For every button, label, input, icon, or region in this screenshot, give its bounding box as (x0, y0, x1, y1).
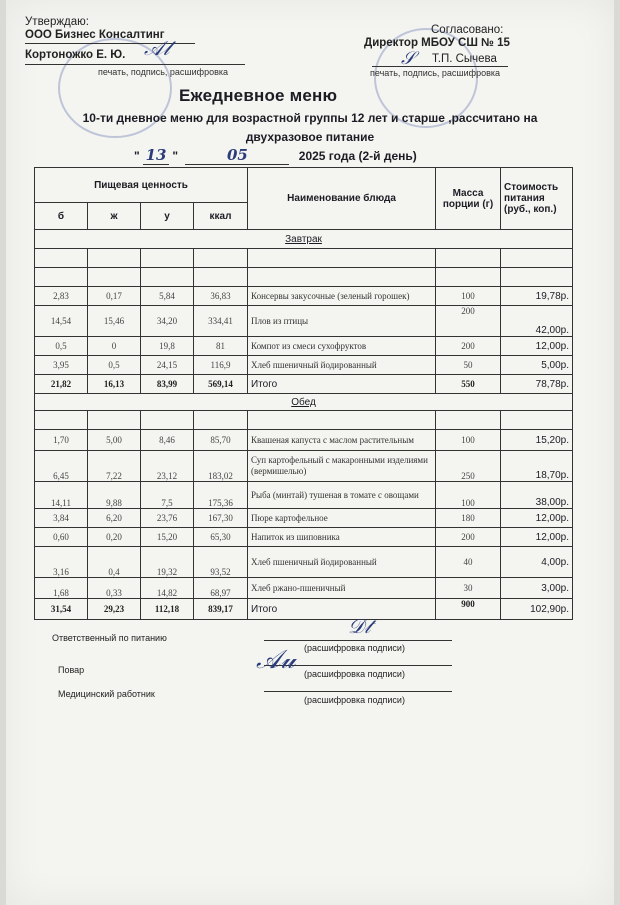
cell-zh: 0,20 (88, 528, 141, 547)
cell-u: 19,8 (141, 337, 194, 356)
lunch-total-row (35, 599, 573, 620)
cell-cost: 5,00р. (501, 356, 573, 375)
cell-kcal: 334,41 (194, 306, 248, 337)
cook-label: Повар (58, 665, 85, 675)
cell-dish: Плов из птицы (248, 306, 436, 337)
medic-label: Медицинский работник (58, 689, 155, 699)
total-b: 31,54 (35, 599, 88, 620)
cell-zh: 7,22 (88, 451, 141, 482)
cell-zh: 5,00 (88, 430, 141, 451)
cell-mass: 250 (436, 451, 501, 482)
header-col-u: у (141, 203, 194, 230)
date-quote-open: " (134, 149, 140, 163)
empty-row (35, 411, 573, 430)
date-year: 2025 года (2-й день) (298, 149, 417, 163)
agree-label: Согласовано: (431, 24, 504, 36)
cell-kcal: 65,30 (194, 528, 248, 547)
total-kcal: 839,17 (194, 599, 248, 620)
cell-cost: 18,70р. (501, 451, 573, 482)
cell-zh: 0 (88, 337, 141, 356)
cell-dish: Напиток из шиповника (248, 528, 436, 547)
cell-b: 1,68 (35, 578, 88, 599)
cell-dish: Квашеная капуста с маслом растительным (248, 430, 436, 451)
cell-b: 0,60 (35, 528, 88, 547)
cell-cost: 42,00р. (501, 306, 573, 337)
cell-b: 14,11 (35, 482, 88, 509)
approve-org: ООО Бизнес Консалтинг (25, 29, 165, 41)
subtitle-line-2: двухразовое питание (245, 130, 375, 144)
cell-b: 14,54 (35, 306, 88, 337)
cell-mass: 100 (436, 287, 501, 306)
date-quote-close: " (172, 149, 179, 163)
responsible-caption: (расшифровка подписи) (304, 643, 405, 653)
total-kcal: 569,14 (194, 375, 248, 394)
cell-mass: 200 (436, 528, 501, 547)
table-row (35, 337, 573, 356)
breakfast-title: Завтрак (35, 230, 573, 249)
total-mass: 900 (436, 599, 501, 620)
cell-zh: 9,88 (88, 482, 141, 509)
approve-name-line (25, 64, 245, 65)
cell-b: 3,95 (35, 356, 88, 375)
cell-cost: 38,00р. (501, 482, 573, 509)
table-row (35, 528, 573, 547)
total-mass: 550 (436, 375, 501, 394)
cell-dish: Компот из смеси сухофруктов (248, 337, 436, 356)
cell-b: 0,5 (35, 337, 88, 356)
header-col-b: б (35, 203, 88, 230)
header-dish: Наименование блюда (248, 168, 436, 230)
approve-signature: 𝒜𝓁 (144, 36, 170, 60)
date-line (134, 146, 417, 165)
cell-b: 3,16 (35, 547, 88, 578)
cell-mass: 30 (436, 578, 501, 599)
cell-b: 2,83 (35, 287, 88, 306)
total-label: Итого (248, 599, 436, 620)
cell-kcal: 183,02 (194, 451, 248, 482)
cell-dish: Суп картофельный с макаронными изделиями (вермишелью) (248, 451, 436, 482)
cell-u: 34,20 (141, 306, 194, 337)
total-u: 83,99 (141, 375, 194, 394)
total-cost: 78,78р. (501, 375, 573, 394)
table-row (35, 547, 573, 578)
responsible-sign-line (264, 640, 452, 641)
cell-zh: 0,17 (88, 287, 141, 306)
cell-b: 3,84 (35, 509, 88, 528)
table-row (35, 578, 573, 599)
approve-name: Кортоножко Е. Ю. (25, 49, 126, 61)
cell-cost: 4,00р. (501, 547, 573, 578)
cook-caption: (расшифровка подписи) (304, 669, 405, 679)
cell-dish: Рыба (минтай) тушеная в томате с овощами (248, 482, 436, 509)
cook-signature: 𝒜𝓊 (256, 645, 296, 675)
empty-row (35, 268, 573, 287)
date-month: 05 (185, 146, 289, 165)
table-row (35, 287, 573, 306)
cell-b: 6,45 (35, 451, 88, 482)
cell-dish: Консервы закусочные (зеленый горошек) (248, 287, 436, 306)
approve-caption: печать, подпись, расшифровка (98, 67, 229, 77)
cell-u: 14,82 (141, 578, 194, 599)
cell-cost: 12,00р. (501, 509, 573, 528)
cell-kcal: 167,30 (194, 509, 248, 528)
agree-name-line (372, 66, 508, 67)
total-zh: 16,13 (88, 375, 141, 394)
cell-u: 5,84 (141, 287, 194, 306)
cell-kcal: 175,36 (194, 482, 248, 509)
header-col-zh: ж (88, 203, 141, 230)
cell-u: 7,5 (141, 482, 194, 509)
cell-mass: 180 (436, 509, 501, 528)
cell-mass: 40 (436, 547, 501, 578)
cell-cost: 12,00р. (501, 337, 573, 356)
table-row (35, 482, 573, 509)
total-u: 112,18 (141, 599, 194, 620)
agree-caption: печать, подпись, расшифровка (370, 68, 501, 78)
cell-u: 23,12 (141, 451, 194, 482)
menu-table (34, 167, 573, 620)
page-title: Ежедневное меню (179, 86, 338, 105)
table-row (35, 306, 573, 337)
agree-signature: 𝒮 (401, 48, 415, 69)
cell-cost: 19,78р. (501, 287, 573, 306)
responsible-label: Ответственный по питанию (52, 633, 167, 643)
cell-mass: 200 (436, 306, 501, 337)
subtitle-line-1: 10-ти дневное меню для возрастной группы 12 лет и старше ,рассчитано на (82, 111, 538, 125)
breakfast-section-row (35, 230, 573, 249)
agree-org: Директор МБОУ СШ № 15 (364, 37, 510, 49)
cell-zh: 0,33 (88, 578, 141, 599)
cell-kcal: 36,83 (194, 287, 248, 306)
cell-kcal: 93,52 (194, 547, 248, 578)
cell-zh: 0,4 (88, 547, 141, 578)
header-col-kcal: ккал (194, 203, 248, 230)
cell-u: 23,76 (141, 509, 194, 528)
cell-u: 8,46 (141, 430, 194, 451)
cell-dish: Пюре картофельное (248, 509, 436, 528)
cell-zh: 6,20 (88, 509, 141, 528)
cell-kcal: 81 (194, 337, 248, 356)
cell-mass: 100 (436, 482, 501, 509)
date-day: 13 (143, 146, 169, 165)
agree-name: Т.П. Сычева (432, 53, 497, 65)
cell-dish: Хлеб ржано-пшеничный (248, 578, 436, 599)
cell-zh: 0,5 (88, 356, 141, 375)
total-b: 21,82 (35, 375, 88, 394)
total-cost: 102,90р. (501, 599, 573, 620)
cell-kcal: 116,9 (194, 356, 248, 375)
breakfast-total-row (35, 375, 573, 394)
empty-row (35, 249, 573, 268)
lunch-section-row (35, 394, 573, 411)
cell-u: 24,15 (141, 356, 194, 375)
approve-label: Утверждаю: (25, 16, 89, 28)
menu-document (6, 0, 614, 905)
cell-kcal: 68,97 (194, 578, 248, 599)
table-row (35, 509, 573, 528)
cell-b: 1,70 (35, 430, 88, 451)
total-label: Итого (248, 375, 436, 394)
cell-cost: 3,00р. (501, 578, 573, 599)
header-mass: Масса порции (г) (436, 168, 501, 230)
header-cost: Стоимость питания (руб., коп.) (501, 168, 573, 230)
cell-dish: Хлеб пшеничный йодированный (248, 547, 436, 578)
cell-mass: 200 (436, 337, 501, 356)
medic-sign-line (264, 691, 452, 692)
header-nutrition: Пищевая ценность (35, 168, 248, 203)
cell-zh: 15,46 (88, 306, 141, 337)
cell-u: 19,32 (141, 547, 194, 578)
lunch-title: Обед (35, 394, 573, 411)
cell-dish: Хлеб пшеничный йодированный (248, 356, 436, 375)
cell-mass: 100 (436, 430, 501, 451)
cell-kcal: 85,70 (194, 430, 248, 451)
cell-cost: 12,00р. (501, 528, 573, 547)
total-zh: 29,23 (88, 599, 141, 620)
medic-caption: (расшифровка подписи) (304, 695, 405, 705)
cell-u: 15,20 (141, 528, 194, 547)
table-row (35, 451, 573, 482)
responsible-signature: 𝒟𝓉 (348, 614, 371, 638)
cell-cost: 15,20р. (501, 430, 573, 451)
table-row (35, 430, 573, 451)
cell-mass: 50 (436, 356, 501, 375)
table-row (35, 356, 573, 375)
